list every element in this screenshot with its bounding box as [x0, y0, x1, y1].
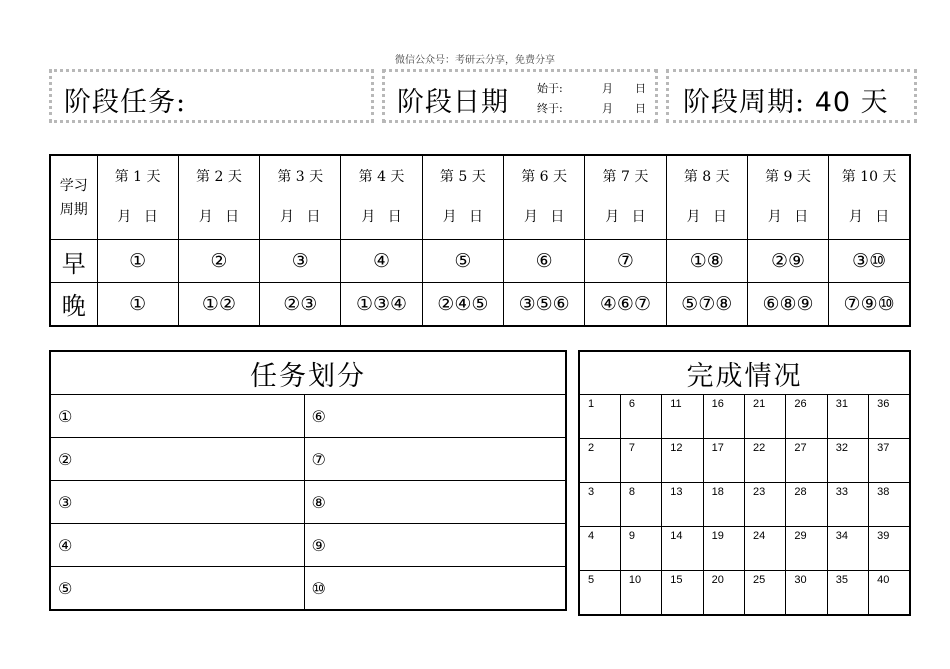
watermark-text: 微信公众号：考研云分享，免费分享	[395, 55, 555, 66]
end-label: 终于:	[537, 102, 563, 115]
completion-cell[interactable]: 16	[703, 395, 744, 439]
completion-cell[interactable]: 39	[869, 527, 910, 571]
day-header-6: 第 6 天 月 日	[503, 155, 584, 240]
completion-cell[interactable]: 9	[620, 527, 661, 571]
morning-cell[interactable]: ①	[97, 240, 178, 283]
stage-date-label: 阶段日期	[397, 87, 509, 118]
morning-cell[interactable]: ①⑧	[666, 240, 747, 283]
completion-cell[interactable]: 14	[662, 527, 703, 571]
completion-cell[interactable]: 13	[662, 483, 703, 527]
completion-cell[interactable]: 6	[620, 395, 661, 439]
completion-cell[interactable]: 26	[786, 395, 827, 439]
completion-cell[interactable]: 28	[786, 483, 827, 527]
completion-cell[interactable]: 25	[745, 571, 786, 616]
task-cell[interactable]: ①	[50, 395, 304, 438]
day-header-10: 第 10 天 月 日	[829, 155, 910, 240]
day-header-1: 第 1 天 月 日	[97, 155, 178, 240]
start-day: 日	[635, 82, 646, 95]
completion-cell[interactable]: 37	[869, 439, 910, 483]
task-cell[interactable]: ⑦	[304, 438, 566, 481]
completion-cell[interactable]: 23	[745, 483, 786, 527]
end-month: 月	[602, 102, 613, 115]
evening-cell[interactable]: ②④⑤	[422, 283, 503, 326]
schedule-table	[49, 154, 911, 327]
completion-cell[interactable]: 31	[827, 395, 868, 439]
completion-cell[interactable]: 1	[579, 395, 620, 439]
morning-cell[interactable]: ②	[178, 240, 259, 283]
morning-cell[interactable]: ⑥	[503, 240, 584, 283]
completion-cell[interactable]: 7	[620, 439, 661, 483]
completion-cell[interactable]: 38	[869, 483, 910, 527]
evening-cell[interactable]: ①③④	[341, 283, 422, 326]
morning-cell[interactable]: ③⑩	[829, 240, 910, 283]
stage-period-box[interactable]	[666, 69, 917, 123]
day-header-8: 第 8 天 月 日	[666, 155, 747, 240]
day-header-2: 第 2 天 月 日	[178, 155, 259, 240]
task-division-title: 任务划分	[50, 351, 566, 395]
day-header-3: 第 3 天 月 日	[260, 155, 341, 240]
evening-cell[interactable]: ②③	[260, 283, 341, 326]
day-header-4: 第 4 天 月 日	[341, 155, 422, 240]
study-period-header	[50, 155, 97, 240]
period-unit: 天	[860, 87, 889, 118]
completion-cell[interactable]: 27	[786, 439, 827, 483]
completion-cell[interactable]: 36	[869, 395, 910, 439]
completion-cell[interactable]: 5	[579, 571, 620, 616]
completion-cell[interactable]: 17	[703, 439, 744, 483]
completion-cell[interactable]: 35	[827, 571, 868, 616]
completion-cell[interactable]: 10	[620, 571, 661, 616]
task-cell[interactable]: ⑨	[304, 524, 566, 567]
stage-task-box[interactable]	[49, 69, 374, 123]
task-cell[interactable]: ③	[50, 481, 304, 524]
day-header-5: 第 5 天 月 日	[422, 155, 503, 240]
end-day: 日	[635, 102, 646, 115]
stage-date-box[interactable]	[382, 69, 658, 123]
completion-table	[578, 350, 911, 616]
completion-cell[interactable]: 8	[620, 483, 661, 527]
task-division-table	[49, 350, 567, 611]
morning-cell[interactable]: ③	[260, 240, 341, 283]
task-cell[interactable]: ⑧	[304, 481, 566, 524]
evening-label: 晚	[50, 283, 97, 326]
study-label: 学习	[59, 177, 88, 194]
stage-period-label	[683, 80, 889, 119]
evening-cell[interactable]: ⑥⑧⑨	[747, 283, 828, 326]
task-cell[interactable]: ⑩	[304, 567, 566, 611]
completion-cell[interactable]: 15	[662, 571, 703, 616]
completion-cell[interactable]: 33	[827, 483, 868, 527]
completion-cell[interactable]: 18	[703, 483, 744, 527]
completion-cell[interactable]: 22	[745, 439, 786, 483]
day-header-7: 第 7 天 月 日	[585, 155, 666, 240]
start-label: 始于:	[537, 82, 563, 95]
completion-cell[interactable]: 20	[703, 571, 744, 616]
task-cell[interactable]: ②	[50, 438, 304, 481]
completion-cell[interactable]: 11	[662, 395, 703, 439]
evening-cell[interactable]: ③⑤⑥	[503, 283, 584, 326]
task-cell[interactable]: ⑥	[304, 395, 566, 438]
completion-cell[interactable]: 2	[579, 439, 620, 483]
evening-cell[interactable]: ①②	[178, 283, 259, 326]
day-header-9: 第 9 天 月 日	[747, 155, 828, 240]
completion-cell[interactable]: 30	[786, 571, 827, 616]
evening-cell[interactable]: ①	[97, 283, 178, 326]
completion-cell[interactable]: 40	[869, 571, 910, 616]
task-cell[interactable]: ④	[50, 524, 304, 567]
start-month: 月	[602, 82, 613, 95]
stage-task-label: 阶段任务:	[64, 87, 187, 118]
completion-cell[interactable]: 12	[662, 439, 703, 483]
completion-cell[interactable]: 3	[579, 483, 620, 527]
morning-cell[interactable]: ⑤	[422, 240, 503, 283]
morning-cell[interactable]: ②⑨	[747, 240, 828, 283]
morning-label: 早	[50, 240, 97, 283]
completion-cell[interactable]: 21	[745, 395, 786, 439]
completion-cell[interactable]: 4	[579, 527, 620, 571]
period-label-small: 周期	[59, 201, 88, 218]
completion-cell[interactable]: 19	[703, 527, 744, 571]
completion-cell[interactable]: 32	[827, 439, 868, 483]
period-label: 阶段周期:	[683, 87, 806, 118]
completion-cell[interactable]: 29	[786, 527, 827, 571]
completion-cell[interactable]: 34	[827, 527, 868, 571]
completion-cell[interactable]: 24	[745, 527, 786, 571]
evening-cell[interactable]: ⑦⑨⑩	[829, 283, 910, 326]
morning-cell[interactable]: ⑦	[585, 240, 666, 283]
evening-cell[interactable]: ⑤⑦⑧	[666, 283, 747, 326]
morning-cell[interactable]: ④	[341, 240, 422, 283]
evening-cell[interactable]: ④⑥⑦	[585, 283, 666, 326]
period-value: 40	[814, 87, 852, 118]
completion-title: 完成情况	[579, 351, 910, 395]
task-cell[interactable]: ⑤	[50, 567, 304, 611]
